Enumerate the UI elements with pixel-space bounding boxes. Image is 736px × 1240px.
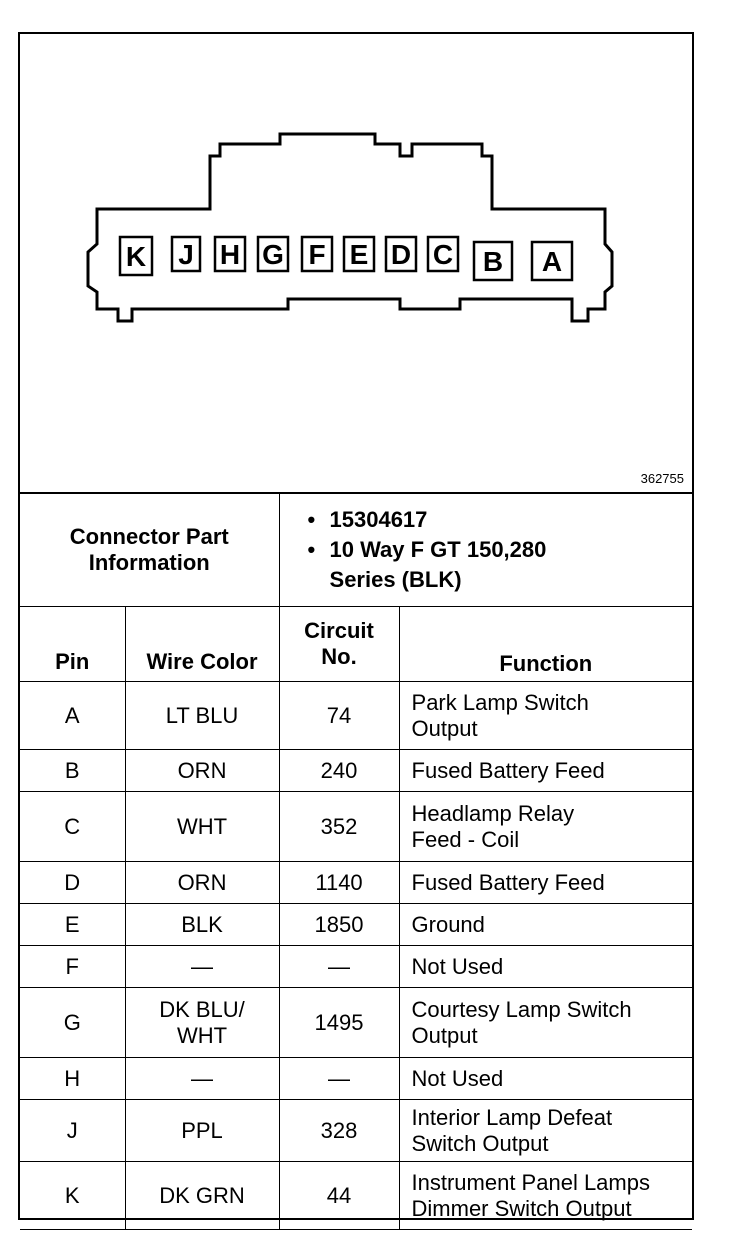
wire-color-cell: ORN — [125, 862, 279, 904]
wire-color-cell: WHT — [125, 792, 279, 862]
wire-color-cell: LT BLU — [125, 682, 279, 750]
pin-label-c: C — [432, 239, 454, 270]
circuit-number-cell: 1495 — [279, 988, 399, 1058]
function-cell: Park Lamp Switch Output — [399, 682, 692, 750]
table-row — [20, 904, 692, 946]
pin-label-e: E — [349, 239, 369, 270]
header-function: Function — [399, 607, 692, 682]
connector-sheet — [18, 32, 694, 1220]
pin-cell: E — [20, 904, 125, 946]
pin-label-b: B — [482, 246, 504, 277]
connector-diagram — [20, 34, 692, 494]
wire-color-cell: — — [125, 946, 279, 988]
table-row — [20, 1162, 692, 1230]
wire-color-cell: BLK — [125, 904, 279, 946]
wire-color-cell: DK BLU/ WHT — [125, 988, 279, 1058]
pin-cell: G — [20, 988, 125, 1058]
header-wire-color: Wire Color — [125, 607, 279, 682]
table-row — [20, 792, 692, 862]
pin-cell: J — [20, 1100, 125, 1162]
connector-info-label: Connector Part Information — [20, 494, 279, 607]
circuit-number-cell: — — [279, 946, 399, 988]
circuit-number-cell: 74 — [279, 682, 399, 750]
circuit-number-cell: 328 — [279, 1100, 399, 1162]
circuit-number-cell: — — [279, 1058, 399, 1100]
circuit-number-cell: 1140 — [279, 862, 399, 904]
connector-info-row — [20, 494, 692, 607]
connector-description: • 10 Way F GT 150,280 Series (BLK) — [308, 535, 693, 595]
function-cell: Courtesy Lamp Switch Output — [399, 988, 692, 1058]
table-row — [20, 682, 692, 750]
connector-table — [20, 494, 692, 1230]
circuit-number-cell: 352 — [279, 792, 399, 862]
header-circuit-no: Circuit No. — [279, 607, 399, 682]
pin-cell: B — [20, 750, 125, 792]
connector-info-items — [279, 494, 692, 607]
pin-cell: H — [20, 1058, 125, 1100]
wire-color-cell: ORN — [125, 750, 279, 792]
table-row — [20, 988, 692, 1058]
table-header-row — [20, 607, 692, 682]
pin-label-j: J — [178, 239, 194, 270]
circuit-number-cell: 240 — [279, 750, 399, 792]
pin-label-k: K — [125, 241, 147, 272]
pin-cell: C — [20, 792, 125, 862]
function-cell: Ground — [399, 904, 692, 946]
pin-cell: K — [20, 1162, 125, 1230]
connector-face-drawing — [20, 34, 692, 492]
function-cell: Fused Battery Feed — [399, 862, 692, 904]
wire-color-cell: DK GRN — [125, 1162, 279, 1230]
part-number: • 15304617 — [308, 505, 693, 535]
function-cell: Headlamp Relay Feed - Coil — [399, 792, 692, 862]
pin-cell: F — [20, 946, 125, 988]
function-cell: Not Used — [399, 1058, 692, 1100]
circuit-number-cell: 44 — [279, 1162, 399, 1230]
function-cell: Interior Lamp Defeat Switch Output — [399, 1100, 692, 1162]
wire-color-cell: PPL — [125, 1100, 279, 1162]
function-cell: Instrument Panel Lamps Dimmer Switch Output — [399, 1162, 692, 1230]
connector-outline — [88, 134, 612, 321]
table-row — [20, 1058, 692, 1100]
function-cell: Fused Battery Feed — [399, 750, 692, 792]
pin-label-d: D — [390, 239, 412, 270]
function-cell: Not Used — [399, 946, 692, 988]
pin-label-g: G — [262, 239, 284, 270]
pin-label-f: F — [308, 239, 326, 270]
figure-number: 362755 — [640, 471, 684, 486]
pin-label-a: A — [541, 246, 563, 277]
table-row — [20, 1100, 692, 1162]
table-row — [20, 750, 692, 792]
wire-color-cell: — — [125, 1058, 279, 1100]
pin-cell: D — [20, 862, 125, 904]
table-row — [20, 862, 692, 904]
pin-label-h: H — [219, 239, 241, 270]
header-pin: Pin — [20, 607, 125, 682]
circuit-number-cell: 1850 — [279, 904, 399, 946]
table-row — [20, 946, 692, 988]
pin-cell: A — [20, 682, 125, 750]
